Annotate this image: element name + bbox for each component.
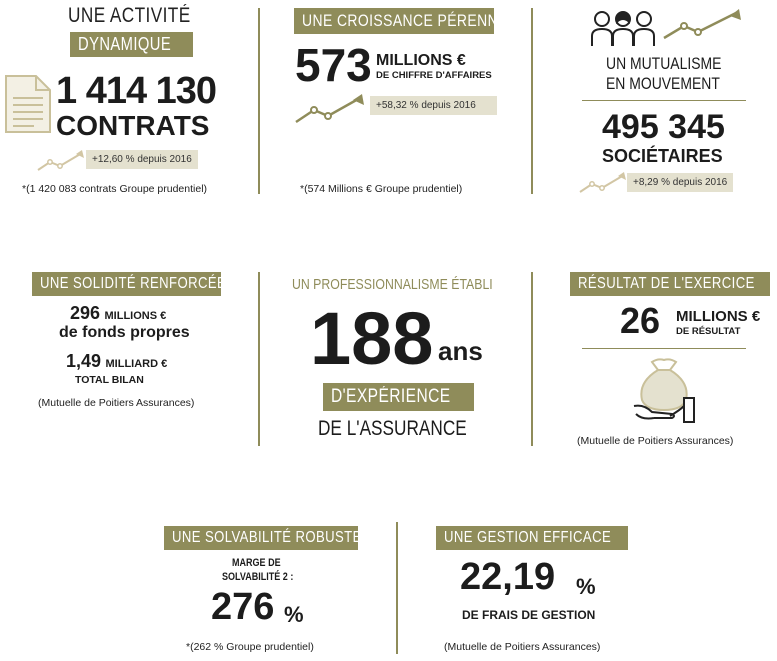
- resultat-label: RÉSULTAT DE L'EXERCICE: [570, 272, 770, 296]
- croissance-note: *(574 Millions € Groupe prudentiel): [300, 183, 463, 195]
- mutualisme-heading-2: EN MOUVEMENT: [606, 74, 720, 93]
- professionnalisme-unit: ans: [438, 336, 483, 366]
- divider: [396, 522, 398, 654]
- trend-up-icon: [578, 172, 628, 199]
- solidite-fonds: 296 MILLIONS €: [70, 303, 167, 323]
- resultat-unit: MILLIONS €: [676, 308, 761, 325]
- croissance-unit: MILLIONS €: [376, 52, 466, 69]
- resultat-rule: [582, 348, 746, 349]
- activite-number: 1 414 130: [56, 70, 217, 112]
- professionnalisme-label: D'EXPÉRIENCE: [323, 383, 474, 411]
- divider: [531, 8, 533, 194]
- professionnalisme-subtext: DE L'ASSURANCE: [318, 417, 467, 440]
- mutualisme-unit: SOCIÉTAIRES: [602, 146, 723, 166]
- solidite-fonds-text: de fonds propres: [59, 324, 190, 341]
- divider: [258, 8, 260, 194]
- divider: [531, 272, 533, 446]
- solidite-note: (Mutuelle de Poitiers Assurances): [38, 397, 195, 409]
- mutualisme-heading-1: UN MUTUALISME: [606, 54, 722, 73]
- professionnalisme-heading: UN PROFESSIONNALISME ÉTABLI: [292, 276, 493, 293]
- activite-badge: +12,60 % depuis 2016: [86, 150, 198, 169]
- trend-up-icon: [662, 8, 742, 47]
- divider: [258, 272, 260, 446]
- croissance-unit-sub: DE CHIFFRE D'AFFAIRES: [376, 70, 492, 81]
- croissance-label: UNE CROISSANCE PÉRENNE: [294, 8, 494, 34]
- activite-label: DYNAMIQUE: [70, 32, 193, 57]
- resultat-unit-sub: DE RÉSULTAT: [676, 326, 741, 337]
- solvabilite-note: *(262 % Groupe prudentiel): [186, 641, 314, 653]
- solvabilite-caption-2: SOLVABILITÉ 2 :: [222, 571, 294, 583]
- people-icon: [590, 8, 656, 53]
- solvabilite-unit: %: [284, 602, 304, 627]
- gestion-number: 22,19: [460, 556, 556, 598]
- resultat-note: (Mutuelle de Poitiers Assurances): [577, 435, 734, 447]
- trend-up-icon: [294, 94, 366, 131]
- gestion-unit: %: [576, 574, 596, 599]
- solvabilite-caption-1: MARGE DE: [232, 557, 281, 569]
- solidite-bilan-text: TOTAL BILAN: [75, 374, 144, 386]
- activite-unit: CONTRATS: [56, 110, 210, 141]
- gestion-subtext: DE FRAIS DE GESTION: [462, 608, 596, 622]
- resultat-number: 26: [620, 300, 661, 341]
- activite-note: *(1 420 083 contrats Groupe prudentiel): [22, 183, 208, 195]
- solvabilite-number: 276: [211, 586, 275, 628]
- money-bag-in-hand-icon: [632, 356, 698, 429]
- activite-heading: UNE ACTIVITÉ: [68, 4, 191, 27]
- croissance-badge: +58,32 % depuis 2016: [370, 96, 497, 115]
- mutualisme-rule: [582, 100, 746, 101]
- solidite-label: UNE SOLIDITÉ RENFORCÉE: [32, 272, 221, 296]
- trend-up-icon: [36, 150, 86, 177]
- document-icon: [4, 74, 52, 139]
- solidite-bilan: 1,49 MILLIARD €: [66, 351, 168, 371]
- croissance-number: 573: [295, 39, 372, 91]
- gestion-note: (Mutuelle de Poitiers Assurances): [444, 641, 601, 653]
- mutualisme-badge: +8,29 % depuis 2016: [627, 173, 733, 192]
- professionnalisme-number: 188: [310, 297, 434, 380]
- gestion-label: UNE GESTION EFFICACE: [436, 526, 628, 550]
- solvabilite-label: UNE SOLVABILITÉ ROBUSTE: [164, 526, 358, 550]
- mutualisme-number: 495 345: [602, 108, 725, 146]
